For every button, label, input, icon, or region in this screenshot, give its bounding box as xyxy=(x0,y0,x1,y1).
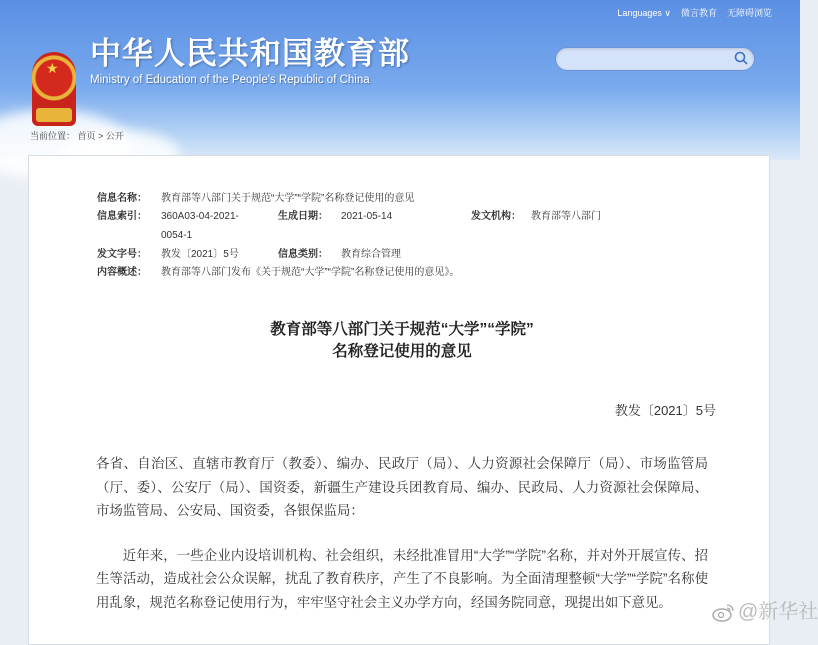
watermark-text: @新华社 xyxy=(738,601,818,623)
docno-value: 教发〔2021〕5号 xyxy=(161,249,239,260)
article-paragraph: 各省、自治区、直辖市教育厅（教委）、编办、民政厅（局）、人力资源社会保障厅（局）、市场监管局（厅、委）、公安厅（局）、国资委，新疆生产建设兵团教育局、编办、民政局、人力资源社会保障局、市场监管局、公安局、国资委，各银保监局： xyxy=(96,456,708,518)
article xyxy=(96,319,716,614)
weiyan-link[interactable]: 微言教育 xyxy=(680,8,717,18)
index-value-cont: 0054-1 xyxy=(161,230,193,241)
site-title-en: Ministry of Education of the People's Republic of China xyxy=(90,74,370,86)
org-label: 发文机构： xyxy=(471,211,521,222)
top-nav xyxy=(617,8,772,19)
site-title-cn[interactable]: 中华人民共和国教育部 xyxy=(90,36,410,71)
document-number: 教发〔2021〕5号 xyxy=(614,403,716,418)
article-title-line2: 名称登记使用的意见 xyxy=(332,343,472,360)
name-label: 信息名称： xyxy=(97,193,147,204)
national-emblem-icon: ★ xyxy=(32,52,76,126)
search-icon[interactable] xyxy=(734,51,748,65)
watermark xyxy=(712,600,818,624)
name-value: 教育部等八部门关于规范“大学”“学院”名称登记使用的意见 xyxy=(161,193,415,204)
breadcrumb-current[interactable]: 公开 xyxy=(105,131,124,141)
category-value: 教育综合管理 xyxy=(341,249,401,260)
breadcrumb xyxy=(30,131,124,142)
search-input[interactable] xyxy=(555,47,755,71)
index-label: 信息索引： xyxy=(97,211,147,222)
accessibility-link[interactable]: 无障碍浏览 xyxy=(726,8,772,18)
index-value: 360A03-04-2021- xyxy=(161,211,239,222)
weibo-icon xyxy=(712,602,736,622)
summary-label: 内容概述： xyxy=(97,267,147,278)
breadcrumb-separator: > xyxy=(98,131,104,141)
article-title-line1: 教育部等八部门关于规范“大学”“学院” xyxy=(270,321,534,338)
article-paragraph: 近年来，一些企业内设培训机构、社会组织，未经批准冒用“大学”“学院”名称，并对外开展宣传、招生等活动，造成社会公众误解，扰乱了教育秩序，产生了不良影响。为全面清理整顿“大学”“学院”名称使用乱象，规范名称登记使用行为，牢牢坚守社会主义办学方向，经国务院同意，现提出如下意见。 xyxy=(96,547,708,610)
category-label: 信息类别： xyxy=(278,249,328,260)
breadcrumb-label: 当前位置： xyxy=(30,131,76,141)
breadcrumb-home[interactable]: 首页 xyxy=(77,131,96,141)
org-value: 教育部等八部门 xyxy=(531,211,601,222)
docno-label: 发文字号： xyxy=(97,249,147,260)
date-value: 2021-05-14 xyxy=(341,211,393,222)
summary-value: 教育部等八部门发布《关于规范“大学”“学院”名称登记使用的意见》。 xyxy=(161,267,460,278)
date-label: 生成日期： xyxy=(278,211,328,222)
languages-link[interactable]: Languages ∨ xyxy=(617,8,671,18)
